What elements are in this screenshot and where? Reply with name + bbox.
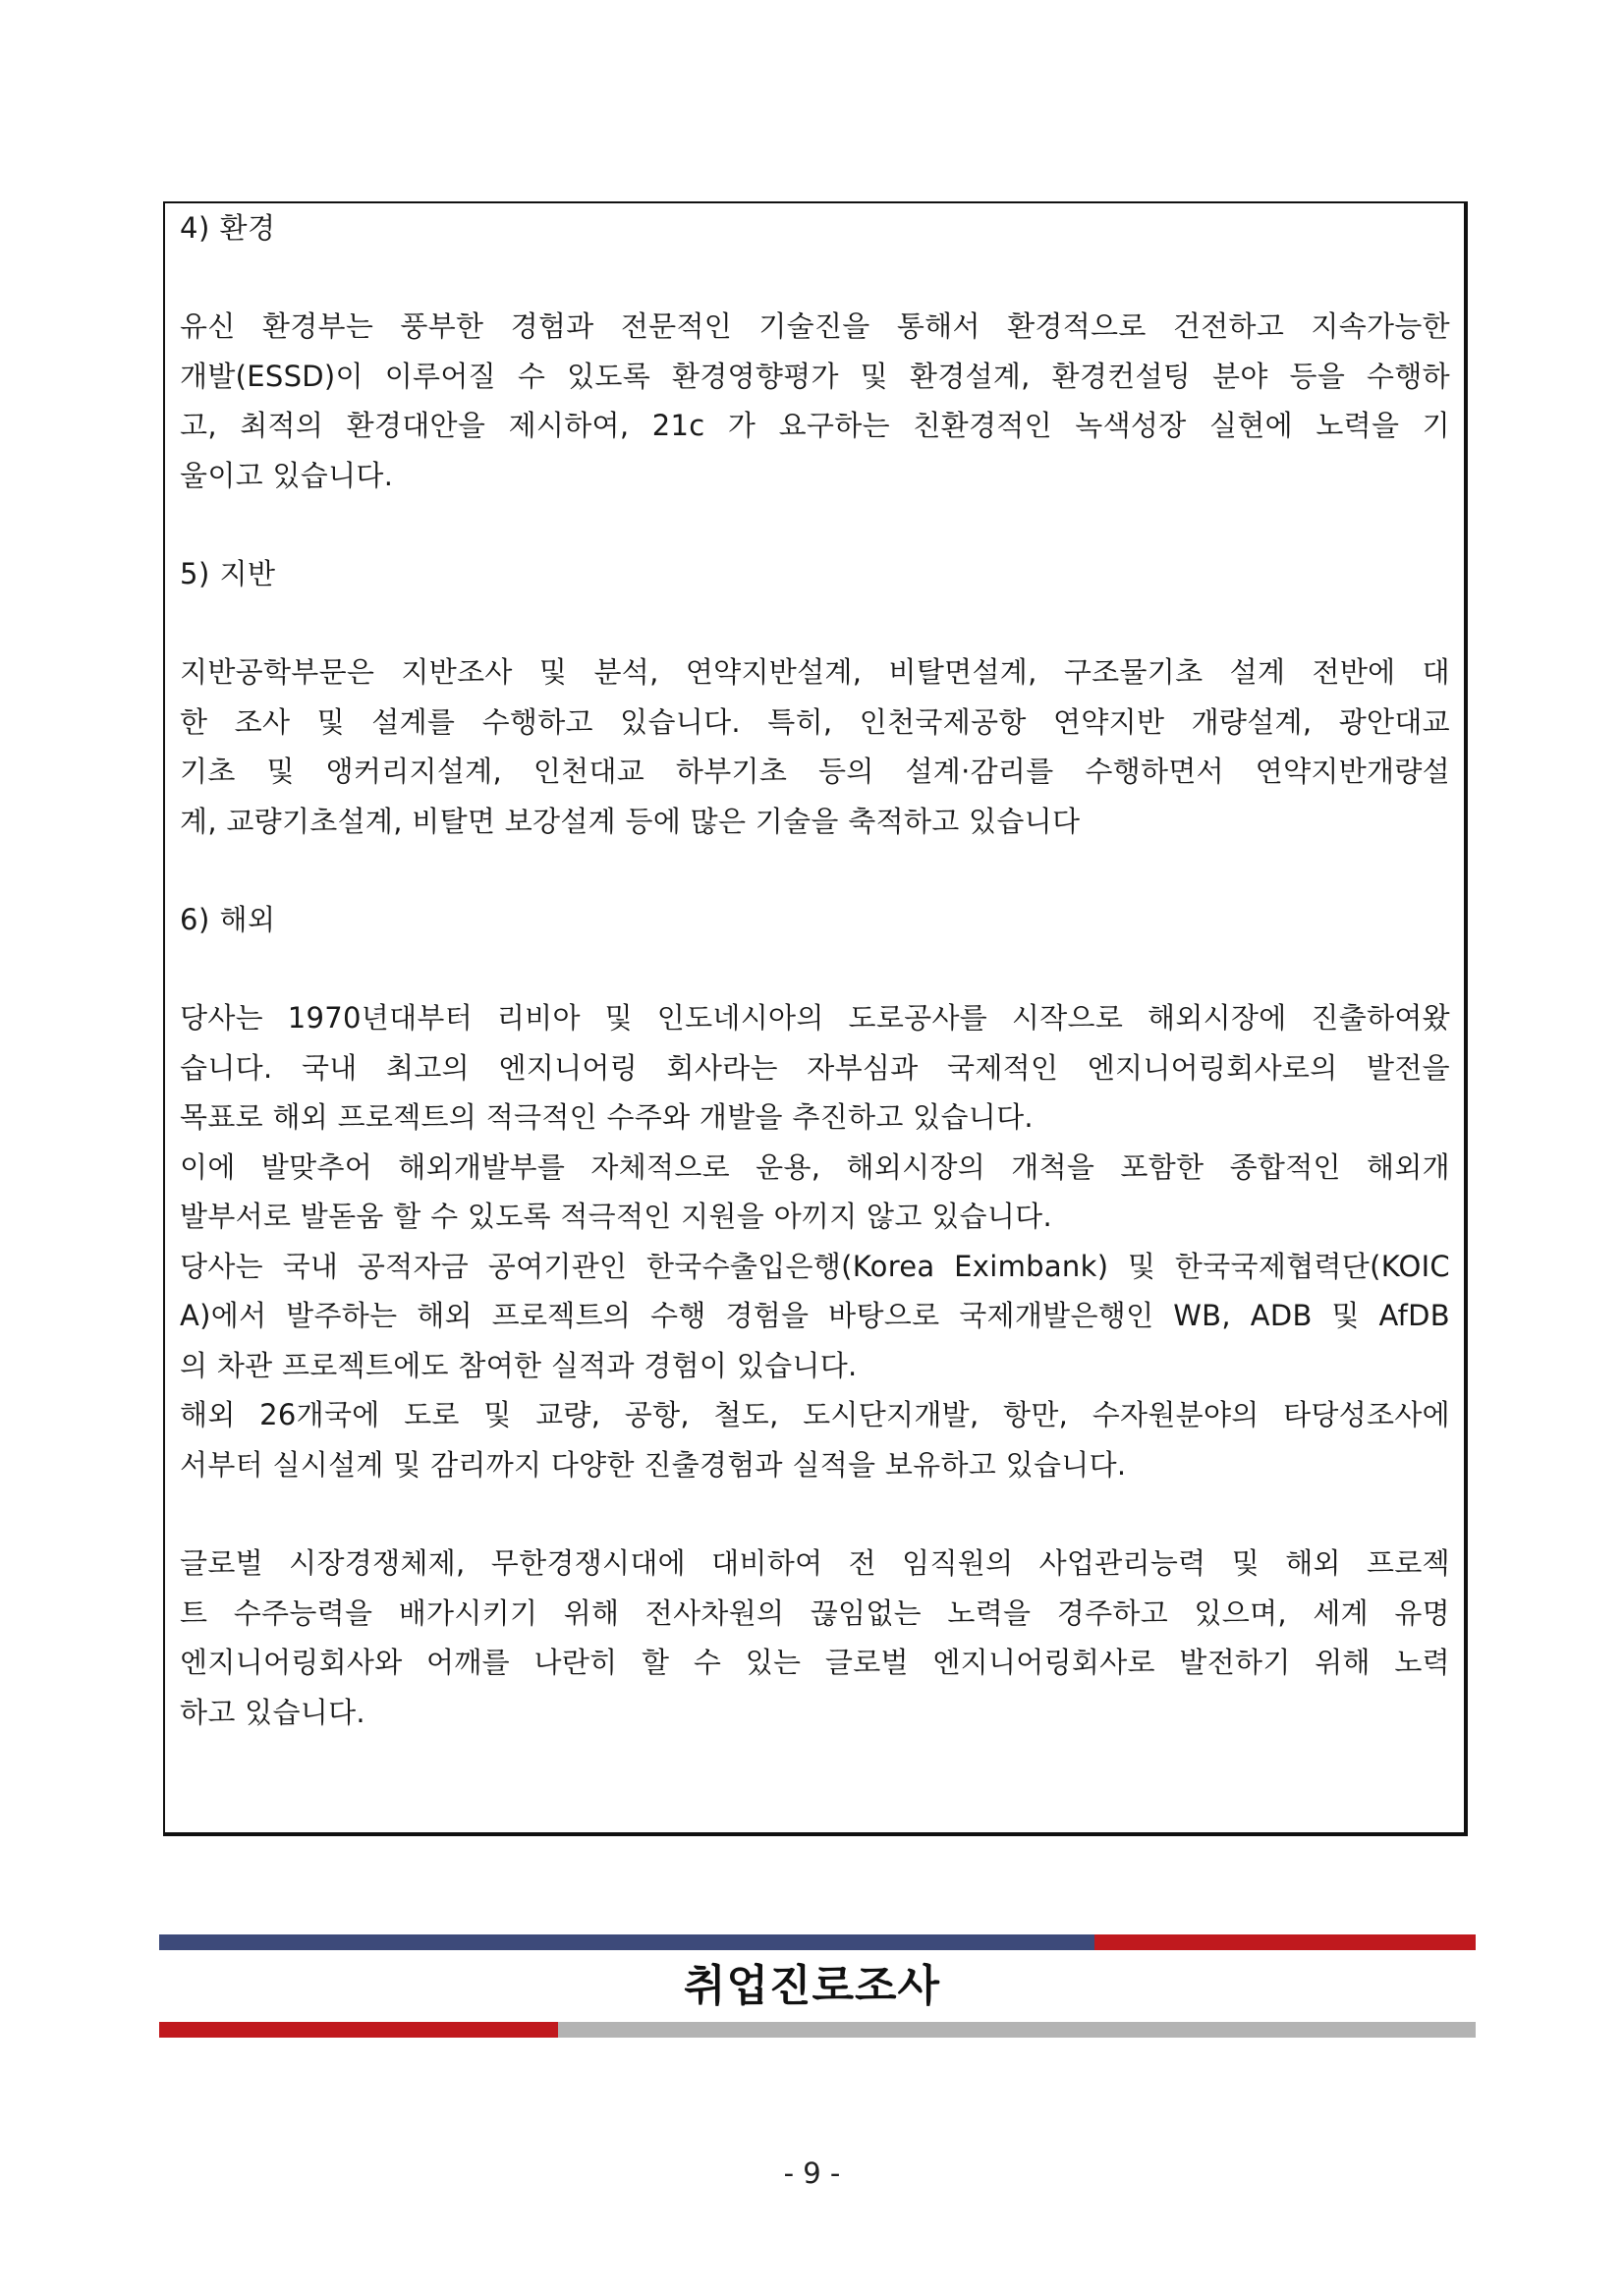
- text-line: 개발(ESSD)이 이루어질 수 있도록 환경영향평가 및 환경설계, 환경컨설팅 분야 등을 수행하: [180, 359, 1450, 393]
- content-box: [163, 201, 1468, 1836]
- section-heading-ground: 5) 지반: [180, 557, 276, 590]
- spacer: [180, 846, 1450, 895]
- text-line: 당사는 1970년대부터 리비아 및 인도네시아의 도로공사를 시작으로 해외시장에 진출하여왔: [180, 1001, 1450, 1035]
- text-line: 의 차관 프로젝트에도 참여한 실적과 경험이 있습니다.: [180, 1348, 858, 1382]
- paragraph-overseas: [180, 993, 1450, 1489]
- section-heading-environment: 4) 환경: [180, 211, 276, 245]
- text-line: 발부서로 발돋움 할 수 있도록 적극적인 지원을 아끼지 않고 있습니다.: [180, 1200, 1052, 1233]
- spacer: [180, 944, 1450, 993]
- text-line: A)에서 발주하는 해외 프로젝트의 수행 경험을 바탕으로 국제개발은행인 WB, ADB 및 AfDB: [180, 1299, 1450, 1332]
- footer-bar-top-red: [1094, 1934, 1476, 1950]
- text-line: 유신 환경부는 풍부한 경험과 전문적인 기술진을 통해서 환경적으로 건전하고 지속가능한: [180, 309, 1450, 343]
- text-line: 이에 발맞추어 해외개발부를 자체적으로 운용, 해외시장의 개척을 포함한 종합적인 해외개: [180, 1149, 1450, 1184]
- text-line: 한 조사 및 설계를 수행하고 있습니다. 특히, 인천국제공항 연약지반 개량설계, 광안대교: [180, 704, 1450, 739]
- text-line: 트 수주능력을 배가시키기 위해 전사차원의 끊임없는 노력을 경주하고 있으며, 세계 유명: [180, 1596, 1450, 1630]
- text-line: 당사는 국내 공적자금 공여기관인 한국수출입은행(Korea Eximbank) 및 한국국제협력단(KOIC: [180, 1249, 1450, 1283]
- text-line: 기초 및 앵커리지설계, 인천대교 하부기초 등의 설계·감리를 수행하면서 연약지반개량설: [180, 755, 1450, 788]
- text-line: 계, 교량기초설계, 비탈면 보강설계 등에 많은 기술을 축적하고 있습니다: [180, 804, 1081, 838]
- text-line: 글로벌 시장경쟁체제, 무한경쟁시대에 대비하여 전 임직원의 사업관리능력 및 해외 프로젝: [180, 1546, 1450, 1580]
- text-line: 고, 최적의 환경대안을 제시하여, 21c 가 요구하는 친환경적인 녹색성장 실현에 노력을 기: [180, 409, 1450, 442]
- page-number: - 9 -: [783, 2156, 841, 2190]
- section-heading-overseas: 6) 해외: [180, 903, 276, 936]
- text-line: 서부터 실시설계 및 감리까지 다양한 진출경험과 실적을 보유하고 있습니다.: [180, 1447, 1127, 1482]
- footer-bar-bottom-red: [159, 2022, 558, 2038]
- footer-bar-bottom-gray: [558, 2022, 1476, 2038]
- spacer: [180, 598, 1450, 647]
- text-line: 목표로 해외 프로젝트의 적극적인 수주와 개발을 추진하고 있습니다.: [180, 1100, 1034, 1134]
- paragraph-ground: [180, 647, 1450, 846]
- spacer: [180, 252, 1450, 302]
- text-line: 해외 26개국에 도로 및 교량, 공항, 철도, 도시단지개발, 항만, 수자원분야의 타당성조사에: [180, 1398, 1450, 1431]
- footer-title: 취업진로조사: [683, 1961, 941, 2011]
- text-line: 지반공학부문은 지반조사 및 분석, 연약지반설계, 비탈면설계, 구조물기초 설계 전반에 대: [180, 655, 1450, 689]
- spacer: [180, 1489, 1450, 1539]
- footer-bar-top-navy: [159, 1934, 1094, 1950]
- text-line: 하고 있습니다.: [180, 1695, 365, 1729]
- spacer: [180, 500, 1450, 549]
- text-line: 엔지니어링회사와 어깨를 나란히 할 수 있는 글로벌 엔지니어링회사로 발전하기 위해 노력: [180, 1646, 1450, 1679]
- text-line: 습니다. 국내 최고의 엔지니어링 회사라는 자부심과 국제적인 엔지니어링회사로의 발전을: [180, 1050, 1450, 1085]
- paragraph-environment: [180, 302, 1450, 500]
- text-line: 울이고 있습니다.: [180, 458, 394, 492]
- paragraph-overseas-global: [180, 1539, 1450, 1737]
